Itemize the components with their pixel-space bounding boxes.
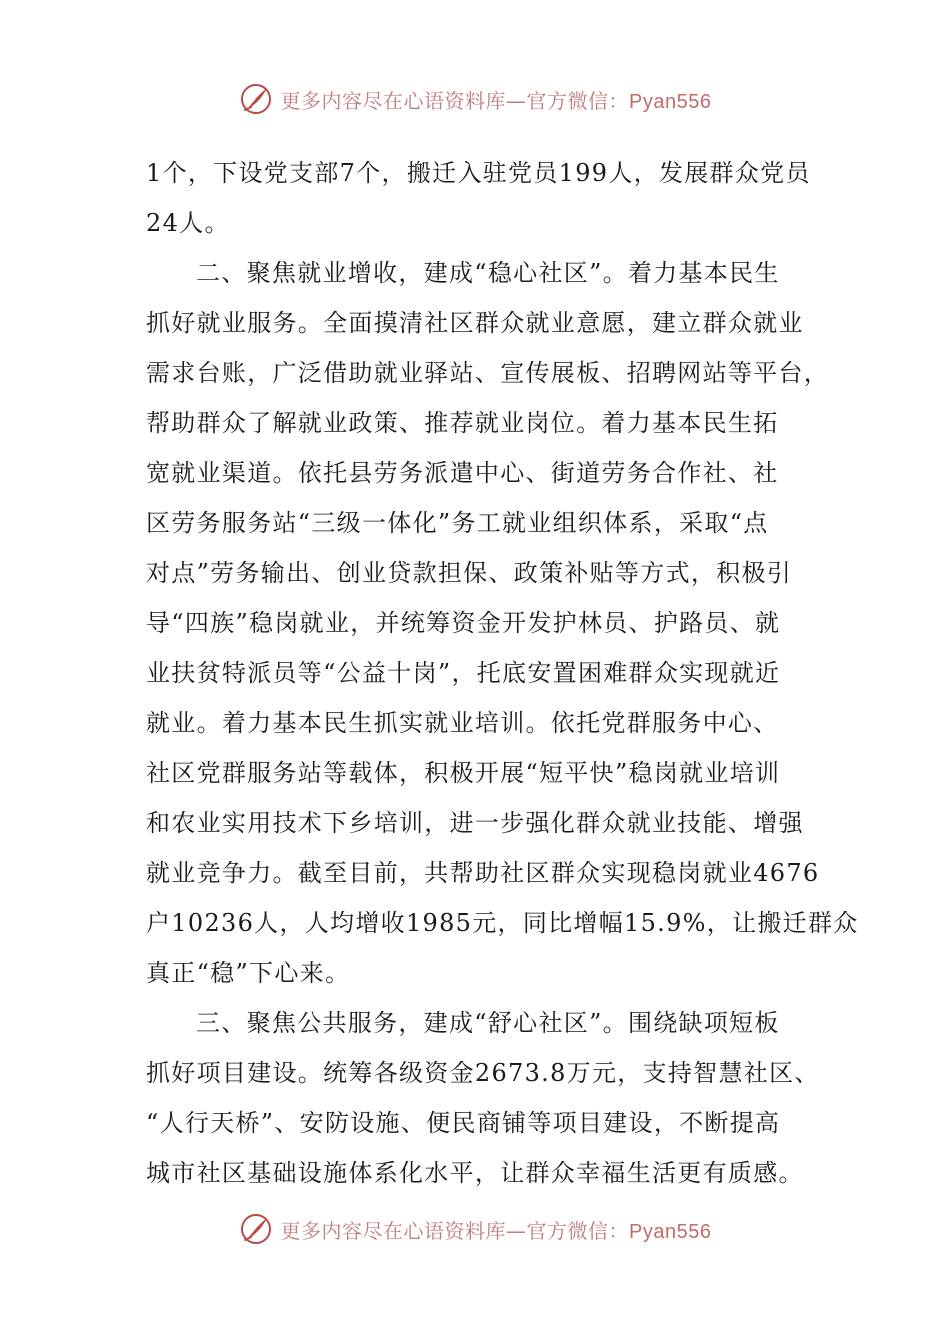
body-line: 就业。着力基本民生抓实就业培训。依托党群服务中心、 bbox=[146, 709, 779, 737]
body-line: 区劳务服务站“三级一体化”务工就业组织体系，采取“点 bbox=[146, 509, 769, 537]
body-line: “人行天桥”、安防设施、便民商铺等项目建设，不断提高 bbox=[146, 1109, 781, 1137]
body-line: 真正“稳”下心来。 bbox=[146, 959, 351, 987]
footer-banner-text bbox=[281, 1215, 712, 1244]
body-line: 抓好就业服务。全面摸清社区群众就业意愿，建立群众就业 bbox=[146, 309, 804, 337]
document-body bbox=[146, 148, 859, 1198]
section-heading-line: 二、聚焦就业增收，建成“稳心社区”。着力基本民生 bbox=[196, 259, 780, 287]
footer-banner-label: 更多内容尽在心语资料库—官方微信： bbox=[280, 1218, 630, 1243]
body-line: 24人。 bbox=[146, 209, 230, 237]
body-line: 业扶贫特派员等“公益十岗”，托底安置困难群众实现就近 bbox=[146, 659, 781, 687]
footer-wechat-id: Pyan556 bbox=[629, 1220, 712, 1243]
body-line: 就业竞争力。截至目前，共帮助社区群众实现稳岗就业4676 bbox=[146, 859, 820, 887]
header-banner-text bbox=[281, 85, 712, 114]
body-line: 1个，下设党支部7个，搬迁入驻党员199人，发展群众党员 bbox=[146, 159, 811, 187]
section-heading-line: 三、聚焦公共服务，建成“舒心社区”。围绕缺项短板 bbox=[196, 1009, 780, 1037]
body-line: 宽就业渠道。依托县劳务派遣中心、街道劳务合作社、社 bbox=[146, 459, 779, 487]
body-line: 城市社区基础设施体系化水平，让群众幸福生活更有质感。 bbox=[146, 1159, 804, 1187]
body-line: 帮助群众了解就业政策、推荐就业岗位。着力基本民生拓 bbox=[146, 409, 779, 437]
header-banner bbox=[0, 82, 950, 116]
header-wechat-id: Pyan556 bbox=[629, 90, 712, 113]
header-banner-label: 更多内容尽在心语资料库—官方微信： bbox=[280, 88, 630, 113]
body-line: 对点”劳务输出、创业贷款担保、政策补贴等方式，积极引 bbox=[146, 559, 793, 587]
footer-banner bbox=[0, 1212, 950, 1246]
body-line: 抓好项目建设。统筹各级资金2673.8万元，支持智慧社区、 bbox=[146, 1059, 820, 1087]
body-line: 导“四族”稳岗就业，并统筹资金开发护林员、护路员、就 bbox=[146, 609, 781, 637]
body-line: 社区党群服务站等载体，积极开展“短平快”稳岗就业培训 bbox=[146, 759, 781, 787]
body-line: 需求台账，广泛借助就业驿站、宣传展板、招聘网站等平台， bbox=[146, 359, 830, 387]
body-line: 户10236人，人均增收1985元，同比增幅15.9%，让搬迁群众 bbox=[146, 909, 859, 937]
pen-feather-icon bbox=[239, 82, 273, 116]
body-line: 和农业实用技术下乡培训，进一步强化群众就业技能、增强 bbox=[146, 809, 804, 837]
pen-feather-icon bbox=[239, 1212, 273, 1246]
